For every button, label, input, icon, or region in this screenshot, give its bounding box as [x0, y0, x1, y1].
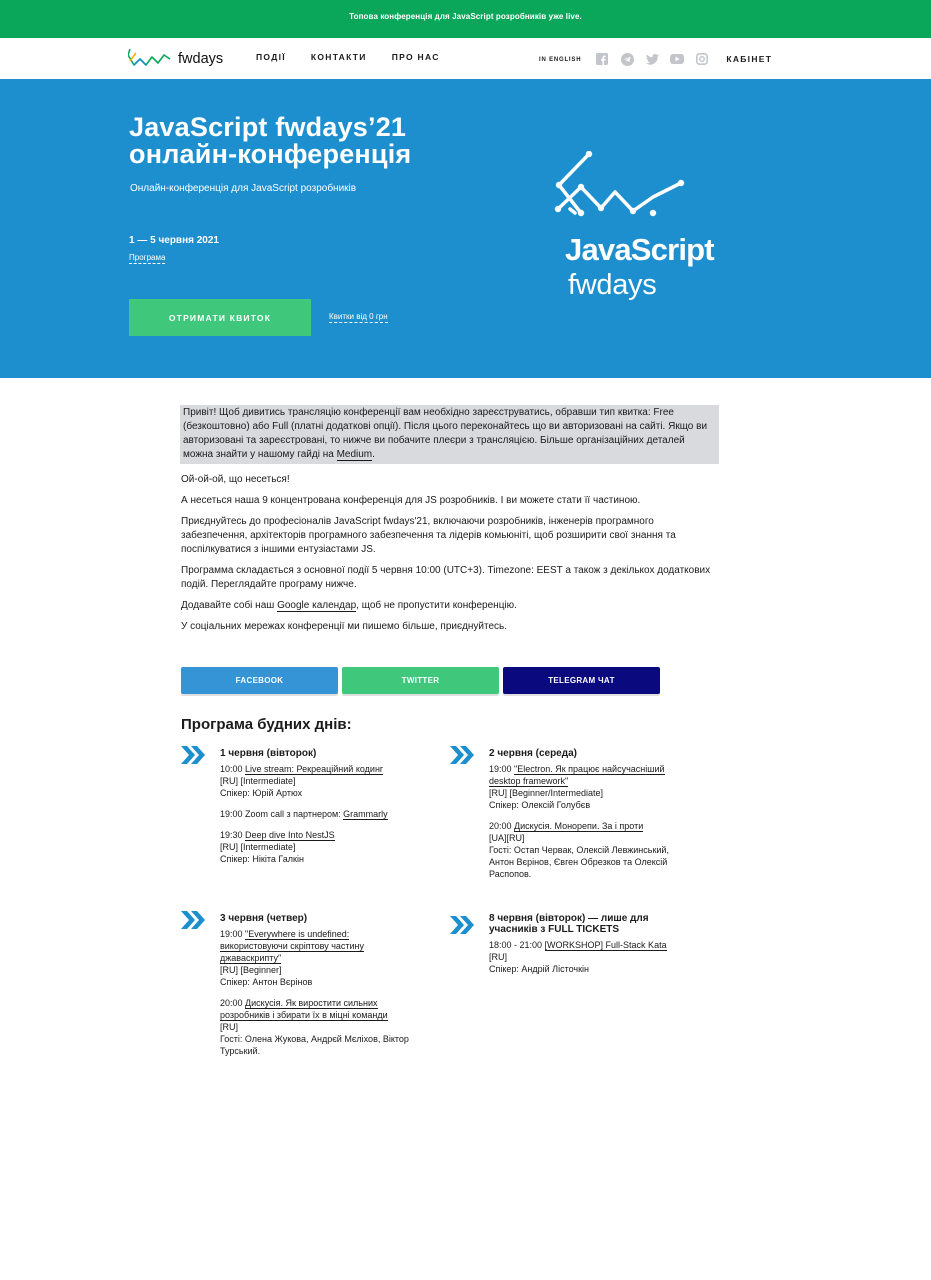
program-day — [489, 748, 669, 880]
program-title: Програма будних днів: — [181, 716, 352, 733]
intro-paragraph-5 — [181, 599, 721, 613]
event-time: 18:00 - 21:00 — [489, 940, 545, 950]
event-link[interactable]: "Electron. Як працює найсучасніший desktop framework" — [489, 764, 665, 786]
nav-link-contacts[interactable]: КОНТАКТИ — [310, 52, 367, 62]
instagram-icon[interactable] — [695, 52, 709, 66]
hero-title-line-2: онлайн-конференція — [129, 139, 412, 169]
event-speaker: Спікер: Олексій Голубєв — [489, 800, 591, 810]
intro-paragraph-4: Программа складається з основної події 5 червня 10:00 (UTC+3). Timezone: EEST а також з декількох додаткових подій. Переглядайте програму нижче. — [181, 565, 711, 590]
calendar-text-after: , щоб не пропустити конференцію. — [356, 600, 517, 611]
intro-content — [181, 405, 721, 634]
event-link[interactable]: Дискусія. Як виростити сильних розробників і збирати їх в міцні команди — [220, 998, 388, 1020]
event-date: 1 — 5 червня 2021 — [129, 235, 219, 246]
event-speaker: Спікер: Андрій Лісточкін — [489, 964, 590, 974]
header-nav — [0, 38, 931, 79]
program-day — [220, 748, 430, 865]
hero-logo-fwdays-text: fwdays — [568, 269, 657, 301]
announcement-bar — [0, 0, 931, 38]
event-tags: [RU] [Beginner] — [220, 965, 282, 975]
intro-paragraph-2: А несеться наша 9 концентрована конференція для JS розробників. І ви можете стати її частиною. — [181, 495, 641, 506]
intro-paragraph-3: Приєднуйтесь до професіоналів JavaScript fwdays'21, включаючи розробників, інженерів програмного забезпечення, архітекторів програмного забезпечення та лідерів комьюніті, щоб розширити свої знання та поспілкуватися з іншими ентузіастами JS. — [181, 516, 676, 555]
event-tags: [RU] [Intermediate] — [220, 842, 296, 852]
event-speaker: Спікер: Нікіта Галкін — [220, 854, 304, 864]
hero-subtitle: Онлайн-конференція для JavaScript розробників — [130, 183, 357, 194]
google-calendar-link[interactable]: Google календар — [277, 600, 357, 611]
intro-paragraph-1: Ой-ой-ой, що несеться! — [181, 474, 290, 485]
event-link[interactable]: Grammarly — [343, 809, 388, 819]
event-time: 20:00 — [489, 821, 515, 831]
day-title: 3 червня (четвер) — [220, 913, 308, 924]
medium-link[interactable]: Medium — [336, 449, 373, 460]
program-event — [220, 829, 430, 865]
day-title: 2 червня (середа) — [489, 748, 577, 759]
program-day — [489, 913, 674, 975]
double-chevron-icon — [449, 915, 475, 935]
fwdays-logo-icon — [128, 47, 172, 71]
hero-banner — [0, 79, 931, 378]
event-link[interactable]: Дискусія. Монорепи. За і проти — [514, 821, 644, 831]
get-ticket-button[interactable]: ОТРИМАТИ КВИТОК — [129, 299, 311, 336]
js-fwdays-logo-icon — [553, 151, 693, 226]
event-time: 19:30 — [220, 830, 246, 840]
program-day — [220, 913, 416, 1057]
cabinet-link[interactable]: КАБІНЕТ — [726, 54, 773, 64]
event-tags: [UA][RU] — [489, 833, 525, 843]
announcement-text: Топова конференція для JavaScript розробників уже live. — [349, 11, 582, 21]
event-link[interactable]: [WORKSHOP] Full-Stack Kata — [544, 940, 667, 950]
event-guests: Гості: Олена Жукова, Андрєй Мєліхов, Віктор Турський. — [220, 1034, 409, 1056]
nav-link-events[interactable]: ПОДІЇ — [256, 52, 286, 62]
event-time: 19:00 — [220, 929, 246, 939]
event-time: 20:00 — [220, 998, 246, 1008]
facebook-icon[interactable] — [595, 52, 609, 66]
double-chevron-icon — [449, 745, 475, 765]
program-event — [220, 928, 416, 988]
program-event — [220, 997, 416, 1057]
event-guests: Гості: Остап Червак, Олексій Левжинський, Антон Вєрінов, Євген Обрезков та Олексій Распопов. — [489, 845, 669, 879]
double-chevron-icon — [180, 910, 206, 930]
program-event — [489, 763, 669, 811]
event-tags: [RU] — [220, 1022, 238, 1032]
program-link[interactable]: Програма — [129, 253, 166, 262]
telegram-chat-button[interactable]: TELEGRAM ЧАТ — [503, 667, 660, 694]
youtube-icon[interactable] — [670, 52, 684, 66]
calendar-text-before: Додавайте собі наш — [181, 600, 278, 611]
day-title: 1 червня (вівторок) — [220, 748, 317, 759]
program-event — [489, 820, 669, 880]
event-tags: [RU] [Intermediate] — [220, 776, 296, 786]
fwdays-logo[interactable] — [128, 47, 223, 71]
nav-link-about[interactable]: ПРО НАС — [391, 52, 440, 62]
logo-text: fwdays — [178, 51, 224, 67]
twitter-button[interactable]: TWITTER — [342, 667, 499, 694]
event-speaker: Спікер: Юрій Артюх — [220, 788, 303, 798]
hero-title — [129, 114, 411, 168]
event-speaker: Спікер: Антон Вєрінов — [220, 977, 313, 987]
twitter-icon[interactable] — [645, 52, 659, 66]
facebook-button[interactable]: FACEBOOK — [181, 667, 338, 694]
telegram-icon[interactable] — [620, 52, 634, 66]
program-event — [489, 939, 674, 975]
hero-logo-js-text: JavaScript — [565, 232, 714, 267]
event-time: 19:00 — [489, 764, 515, 774]
event-link[interactable]: Deep dive Into NestJS — [245, 830, 335, 840]
ticket-price-link[interactable]: Квитки від 0 грн — [329, 312, 388, 321]
event-time: 10:00 — [220, 764, 246, 774]
registration-notice: Привіт! Щоб дивитись трансляцію конференції вам необхідно зареєструватись, обравши тип квитка: Free (безкоштовно) або Full (платні додаткові опції). Після цього переконайтесь що ви авторизовані на сайті. Якщо ви авторизовані та зареєстровані, то нижче ви побачите плеєри з трансляцією. Більше організаційних деталей можна знайти у нашому гайді на Medium. — [180, 405, 719, 464]
program-event — [220, 763, 430, 799]
event-tags: [RU] [Beginner/Intermediate] — [489, 788, 604, 798]
event-link[interactable]: Live stream: Рекреаційний кодинг — [245, 764, 384, 774]
hero-title-line-1: JavaScript fwdays’21 — [129, 112, 407, 142]
social-share-buttons — [181, 667, 660, 694]
event-tags: [RU] — [489, 952, 507, 962]
double-chevron-icon — [180, 745, 206, 765]
program-event — [220, 808, 430, 820]
event-link[interactable]: "Everywhere is undefined: використовуючи скріптову частину джаваскрипту" — [220, 929, 365, 963]
day-title: 8 червня (вівторок) — лише для учасників з FULL TICKETS — [489, 913, 649, 935]
notice-text: Привіт! Щоб дивитись трансляцію конференції вам необхідно зареєструватись, обравши тип квитка: Free (безкоштовно) або Full (платні додаткові опції). Після цього переконайтесь що ви авторизовані на сайті. Якщо ви авторизовані та зареєстровані, то нижче ви побачите плеєри з трансляцією. Більше організаційних деталей можна знайти у нашому гайді на — [183, 407, 708, 460]
event-time: 19:00 Zoom call з партнером: — [220, 809, 344, 819]
intro-paragraph-6: У соціальних мережах конференції ми пишемо більше, приєднуйтесь. — [181, 621, 508, 632]
lang-switch[interactable]: IN ENGLISH — [539, 56, 582, 63]
